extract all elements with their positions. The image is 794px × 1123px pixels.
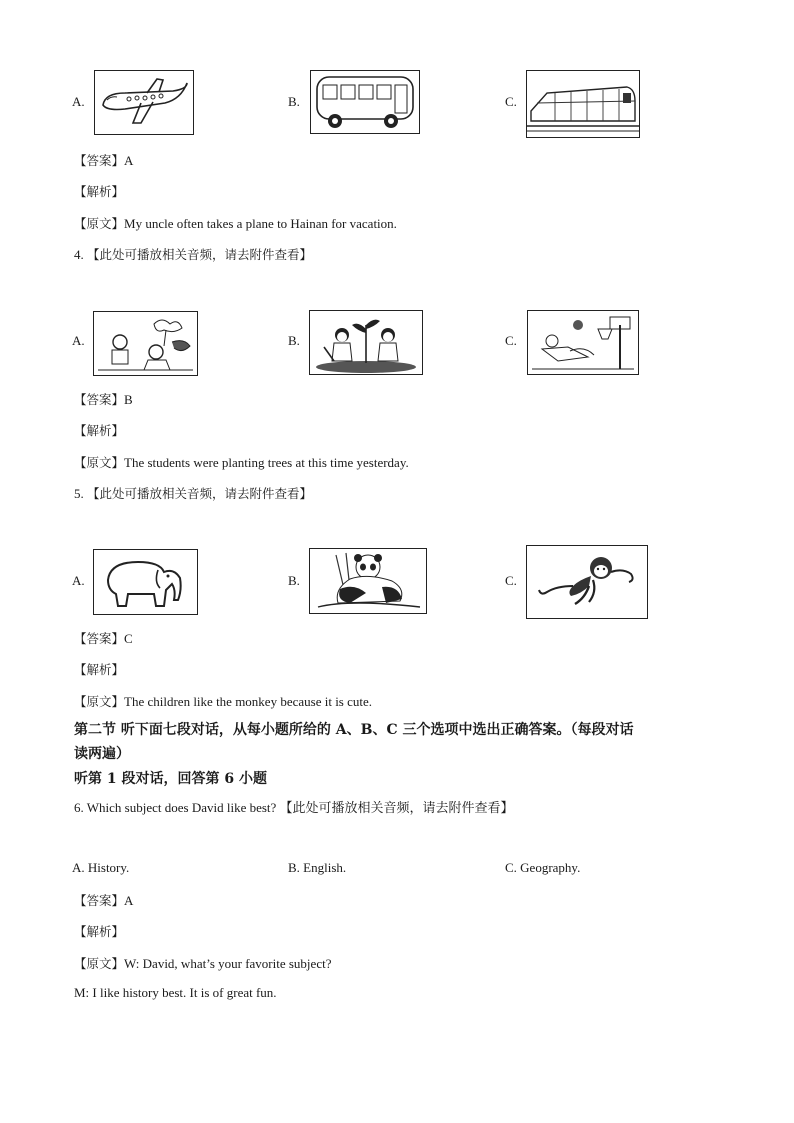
q6-answer: 【答案】A [74, 893, 134, 908]
bus-picture [310, 70, 420, 134]
q6-reply: M: I like history best. It is of great fun. [74, 985, 277, 1000]
q6-option-c: C. Geography. [505, 860, 581, 875]
q6-question: 6. Which subject does David like best? 【此处可播放相关音频，请去附件查看】 [74, 800, 514, 815]
option-c-label: C. [505, 333, 517, 348]
option-b-label: B. [288, 573, 300, 588]
elephant-picture [93, 549, 198, 615]
option-b-label: B. [288, 333, 300, 348]
airplane-picture [94, 70, 194, 135]
q6-option-a: A. History. [72, 860, 130, 875]
q4-answer: 【答案】B [74, 392, 133, 407]
q4-analysis: 【解析】 [74, 423, 125, 438]
panda-picture [309, 548, 427, 614]
children-planting-tree-picture [309, 310, 423, 375]
q6-original: 【原文】W: David, what’s your favorite subject? [74, 956, 332, 971]
basketball-picture [527, 310, 639, 375]
option-c-label: C. [505, 94, 517, 109]
section2-sub-heading: 听第 1 段对话，回答第 6 小题 [74, 771, 267, 787]
option-c-label: C. [505, 573, 517, 588]
option-b-label: B. [288, 94, 300, 109]
q5-analysis: 【解析】 [74, 662, 125, 677]
q3-original: 【原文】My uncle often takes a plane to Hainan for vacation. [74, 216, 397, 231]
option-a-label: A. [72, 573, 85, 588]
q6-analysis: 【解析】 [74, 924, 125, 939]
q5-original: 【原文】The children like the monkey because it is cute. [74, 694, 373, 709]
section2-heading-line1: 第二节 听下面七段对话，从每小题所给的 A、B、C 三个选项中选出正确答案。（每段对话 [74, 722, 634, 738]
q4-prompt: 4. 【此处可播放相关音频，请去附件查看】 [74, 247, 313, 262]
train-picture [526, 70, 640, 138]
children-picking-picture [93, 311, 198, 376]
q6-option-b: B. English. [288, 860, 347, 875]
monkey-picture [526, 545, 648, 619]
q3-analysis: 【解析】 [74, 184, 125, 199]
option-a-label: A. [72, 333, 85, 348]
q5-prompt: 5. 【此处可播放相关音频，请去附件查看】 [74, 486, 313, 501]
option-a-label: A. [72, 94, 85, 109]
q3-answer: 【答案】A [74, 153, 134, 168]
q4-original: 【原文】The students were planting trees at this time yesterday. [74, 455, 409, 470]
section2-heading-line2: 读两遍） [74, 746, 130, 762]
q5-answer: 【答案】C [74, 631, 133, 646]
